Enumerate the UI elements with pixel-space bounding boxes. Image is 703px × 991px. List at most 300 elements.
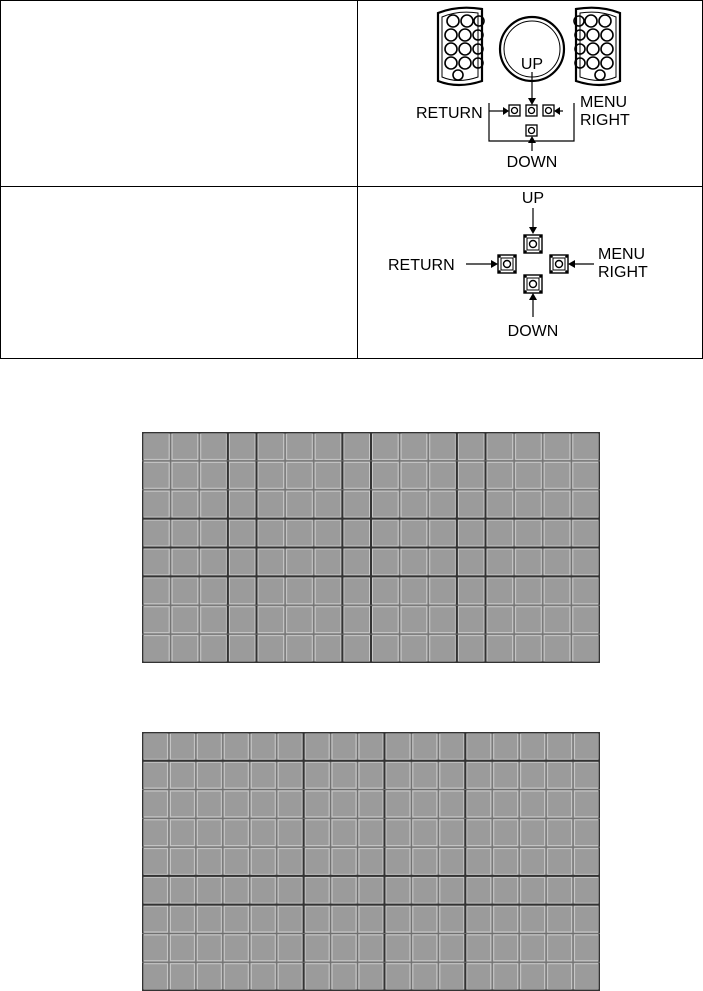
grid-cell [332, 964, 356, 990]
grid-cell [305, 906, 329, 932]
panel1-right-label: RIGHT [580, 112, 630, 129]
grid-cell [315, 578, 341, 604]
grid-cell [386, 877, 410, 903]
grid-cell [170, 791, 194, 817]
grid-cell [315, 636, 341, 662]
grid-cell [413, 762, 437, 788]
grid-cell [359, 877, 383, 903]
grid-cell [440, 791, 464, 817]
grid-cell [573, 607, 599, 633]
grid-cell [516, 549, 542, 575]
grid-cell [521, 964, 545, 990]
grid-cell [458, 520, 484, 546]
grid-cell [201, 549, 227, 575]
grid-cell [521, 791, 545, 817]
grid-cell [305, 762, 329, 788]
grid-cell [548, 791, 572, 817]
table-row [1, 1, 703, 187]
grid-cell [544, 607, 570, 633]
button-layout-table [0, 0, 703, 359]
grid-cell [201, 434, 227, 460]
grid-cell [575, 935, 599, 961]
grid-cell [458, 607, 484, 633]
grid-cell [344, 549, 370, 575]
grid-cell [172, 578, 198, 604]
grid-cell [516, 607, 542, 633]
grid-cell [229, 520, 255, 546]
grid-cell [170, 964, 194, 990]
grid-cell [359, 964, 383, 990]
grid-cell [144, 906, 168, 932]
grid-cell [548, 762, 572, 788]
grid-cell [344, 607, 370, 633]
grid-cell [305, 791, 329, 817]
grid-cell [494, 906, 518, 932]
grid-cell [494, 820, 518, 846]
grid-cell [201, 462, 227, 488]
grid-cell [258, 491, 284, 517]
grid-cell [575, 820, 599, 846]
grid-cell [305, 964, 329, 990]
grid-cell [172, 462, 198, 488]
grid-cell [278, 877, 302, 903]
grid-cell [224, 935, 248, 961]
grid-cell [573, 636, 599, 662]
grid-cell [516, 636, 542, 662]
grid-cell [144, 935, 168, 961]
grid-cell [251, 820, 275, 846]
grid-cell [201, 520, 227, 546]
grid-cell [229, 462, 255, 488]
grid-cell [494, 791, 518, 817]
grid-cell [332, 734, 356, 760]
grid-cell [458, 549, 484, 575]
grid-cell [197, 734, 221, 760]
grid-cell [373, 636, 399, 662]
grid-cell [332, 906, 356, 932]
grid-cell [359, 935, 383, 961]
grid-cell [344, 520, 370, 546]
grid-cell [229, 549, 255, 575]
grid-cell [413, 820, 437, 846]
grid-cell [144, 820, 168, 846]
grid-cell [430, 491, 456, 517]
grid-cell [544, 491, 570, 517]
grid-cell [332, 935, 356, 961]
grid-cell [224, 849, 248, 875]
grid-cell [373, 549, 399, 575]
grid-cell [544, 462, 570, 488]
grid-cell [224, 877, 248, 903]
grid-cell [516, 578, 542, 604]
grid-cell [430, 434, 456, 460]
grid-cell [359, 791, 383, 817]
grid-cell [224, 762, 248, 788]
grid-cell [287, 434, 313, 460]
grid-cell [172, 491, 198, 517]
panel1-down-label: DOWN [506, 154, 558, 171]
grid-cell [332, 762, 356, 788]
grid-cell [458, 491, 484, 517]
grid-cell [544, 578, 570, 604]
table-cell-empty [1, 1, 358, 187]
grid-cell [413, 734, 437, 760]
grid-cell [229, 578, 255, 604]
grid-cell [224, 734, 248, 760]
grid-cell [278, 935, 302, 961]
grid-cell [197, 820, 221, 846]
grid-cell [144, 734, 168, 760]
grid-cell [144, 434, 170, 460]
grid-cell [258, 607, 284, 633]
table-row [1, 187, 703, 359]
grid-cell [386, 906, 410, 932]
panel1-menu-label: MENU [580, 94, 628, 111]
panel1-up-label: UP [520, 56, 544, 73]
grid-cell [487, 578, 513, 604]
grid-cell [229, 434, 255, 460]
grid-cell [359, 762, 383, 788]
grid-cell [521, 734, 545, 760]
grid-cell [172, 607, 198, 633]
grid-cell [467, 820, 491, 846]
grid-cell [332, 849, 356, 875]
grid-cell [305, 935, 329, 961]
grid-cell [521, 877, 545, 903]
grid-cell [224, 820, 248, 846]
return-button-icon [498, 255, 516, 273]
grid-cell [172, 549, 198, 575]
left-connector-icon [438, 8, 484, 85]
grid-cell [413, 877, 437, 903]
grid-cell [386, 791, 410, 817]
remote-buttons-diagram [358, 1, 702, 181]
grid-cell [487, 520, 513, 546]
grid-cell [305, 820, 329, 846]
grid-cell [373, 578, 399, 604]
grid-cell [548, 734, 572, 760]
grid-cell [401, 462, 427, 488]
grid-cell [401, 520, 427, 546]
grid-cell [401, 607, 427, 633]
grid-cell [548, 906, 572, 932]
grid-cell [516, 434, 542, 460]
grid-cell [278, 762, 302, 788]
grid-cell [144, 877, 168, 903]
grid-cell [287, 636, 313, 662]
grid-cell [440, 734, 464, 760]
grid-cell [521, 906, 545, 932]
grid-cell [359, 849, 383, 875]
grid-cell [548, 820, 572, 846]
grid-cell [305, 877, 329, 903]
grid-cell [516, 491, 542, 517]
grid-cell [440, 906, 464, 932]
grid-cell [544, 520, 570, 546]
grid-cell [278, 849, 302, 875]
grid-cell [201, 636, 227, 662]
grid-cell [467, 734, 491, 760]
grid-cell [467, 791, 491, 817]
grid-cell [401, 434, 427, 460]
grid-cell [516, 520, 542, 546]
grid-cell [144, 491, 170, 517]
grid-cell [494, 964, 518, 990]
up-button-icon [526, 105, 537, 116]
grid-cell [467, 762, 491, 788]
grid-cell [251, 849, 275, 875]
grid-cell [359, 906, 383, 932]
grid-cell [458, 434, 484, 460]
grid-cell [573, 462, 599, 488]
cross-buttons-diagram [358, 187, 702, 353]
right-connector-icon [574, 8, 620, 85]
grid-cell [170, 877, 194, 903]
grid-cell [251, 935, 275, 961]
grid-cell [548, 877, 572, 903]
grid-cell [487, 491, 513, 517]
grid-cell [467, 964, 491, 990]
grid-cell [467, 877, 491, 903]
grid-cell [278, 906, 302, 932]
grid-cell [413, 935, 437, 961]
grid-cell [170, 734, 194, 760]
grid-cell [287, 578, 313, 604]
grid-cell [287, 607, 313, 633]
grid-cell [201, 578, 227, 604]
grid-cell [373, 462, 399, 488]
grid-cell [440, 820, 464, 846]
grid-cell [344, 462, 370, 488]
grid-cell [224, 791, 248, 817]
up-button-icon [524, 235, 542, 253]
grid-cell [144, 549, 170, 575]
grid-cell [373, 520, 399, 546]
grid-cell [224, 964, 248, 990]
grid-cell [287, 549, 313, 575]
grid-cell [170, 906, 194, 932]
grid-cell [170, 820, 194, 846]
grid-cell [544, 434, 570, 460]
grid-cell [401, 491, 427, 517]
grid-cell [458, 462, 484, 488]
grid-cell [144, 462, 170, 488]
grid-cell [229, 607, 255, 633]
grid-cell [430, 636, 456, 662]
panel2-right-label: RIGHT [598, 264, 648, 281]
grid-cell [458, 578, 484, 604]
grid-cell [201, 491, 227, 517]
grid-cell [413, 906, 437, 932]
grid-cell [332, 791, 356, 817]
grid-cell [467, 935, 491, 961]
grid-cell [251, 906, 275, 932]
grid-cell [548, 935, 572, 961]
grid-cell [401, 636, 427, 662]
grid-cell [197, 935, 221, 961]
grid-cell [170, 762, 194, 788]
grid-cell [144, 762, 168, 788]
grid-cell [197, 906, 221, 932]
grid-cell [258, 434, 284, 460]
grid-cell [197, 791, 221, 817]
grid-cell [487, 549, 513, 575]
grid-cell [305, 849, 329, 875]
grid-cell [430, 462, 456, 488]
table-cell-empty [1, 187, 358, 359]
grid-cell [224, 906, 248, 932]
panel2-up-label: UP [521, 190, 545, 207]
grid-cell [487, 462, 513, 488]
grid-cell [440, 964, 464, 990]
grid-cell [575, 762, 599, 788]
grid-cell [197, 762, 221, 788]
grid-cell [573, 578, 599, 604]
table-cell-diagram [358, 1, 703, 187]
panel1-return-label: RETURN [416, 105, 483, 122]
grid-cell [494, 935, 518, 961]
grid-cell [287, 462, 313, 488]
grid-cell [494, 734, 518, 760]
panel2-return-label: RETURN [388, 257, 455, 274]
grid-cell [467, 849, 491, 875]
grid-cell [278, 964, 302, 990]
grid-cell [197, 849, 221, 875]
tile-grid-2 [142, 732, 600, 991]
grid-cell [170, 849, 194, 875]
grid-cell [258, 636, 284, 662]
grid-cell [197, 964, 221, 990]
grid-cell [386, 935, 410, 961]
grid-cell [251, 734, 275, 760]
grid-cell [315, 520, 341, 546]
grid-cell [315, 491, 341, 517]
grid-cell [487, 636, 513, 662]
grid-cell [386, 849, 410, 875]
grid-cell [575, 906, 599, 932]
grid-cell [575, 849, 599, 875]
grid-cell [548, 964, 572, 990]
grid-cell [332, 877, 356, 903]
grid-cell [144, 849, 168, 875]
grid-cell [315, 434, 341, 460]
menu-button-icon [550, 255, 568, 273]
grid-cell [458, 636, 484, 662]
grid-cell [251, 877, 275, 903]
grid-cell [258, 549, 284, 575]
grid-cell [251, 964, 275, 990]
grid-cell [548, 849, 572, 875]
grid-cell [440, 762, 464, 788]
grid-cell [413, 964, 437, 990]
grid-cell [401, 578, 427, 604]
grid-cell [516, 462, 542, 488]
grid-cell [287, 491, 313, 517]
down-button-icon [526, 125, 537, 136]
grid-cell [544, 636, 570, 662]
grid-cell [144, 791, 168, 817]
grid-cell [332, 820, 356, 846]
grid-cell [144, 520, 170, 546]
return-button-icon [509, 105, 520, 116]
grid-cell [440, 877, 464, 903]
grid-cell [575, 964, 599, 990]
grid-cell [386, 820, 410, 846]
grid-cell [575, 734, 599, 760]
grid-cell [440, 849, 464, 875]
tile-grid-1-svg [142, 432, 600, 663]
table-cell-diagram [358, 187, 703, 359]
grid-cell [258, 462, 284, 488]
grid-cell [494, 849, 518, 875]
grid-cell [197, 877, 221, 903]
grid-cell [413, 791, 437, 817]
grid-cell [373, 607, 399, 633]
grid-cell [172, 434, 198, 460]
grid-cell [170, 935, 194, 961]
grid-cell [521, 762, 545, 788]
grid-cell [315, 462, 341, 488]
grid-cell [251, 791, 275, 817]
grid-cell [144, 636, 170, 662]
tile-grid-2-svg [142, 732, 600, 991]
grid-cell [487, 434, 513, 460]
grid-cell [573, 549, 599, 575]
grid-cell [544, 549, 570, 575]
grid-cell [440, 935, 464, 961]
grid-cell [315, 607, 341, 633]
grid-cell [386, 762, 410, 788]
grid-cell [258, 578, 284, 604]
grid-cell [344, 636, 370, 662]
grid-cell [344, 434, 370, 460]
panel2-down-label: DOWN [507, 323, 559, 340]
grid-cell [521, 935, 545, 961]
grid-cell [144, 964, 168, 990]
grid-cell [494, 877, 518, 903]
down-button-icon [524, 275, 542, 293]
grid-cell [386, 734, 410, 760]
menu-button-icon [543, 105, 554, 116]
grid-cell [229, 491, 255, 517]
grid-cell [278, 734, 302, 760]
grid-cell [201, 607, 227, 633]
grid-cell [575, 791, 599, 817]
grid-cell [521, 820, 545, 846]
grid-cell [172, 636, 198, 662]
grid-cell [258, 520, 284, 546]
grid-cell [315, 549, 341, 575]
grid-cell [287, 520, 313, 546]
panel2-menu-label: MENU [598, 246, 646, 263]
grid-cell [278, 791, 302, 817]
grid-cell [494, 762, 518, 788]
grid-cell [373, 434, 399, 460]
grid-cell [430, 520, 456, 546]
grid-cell [430, 607, 456, 633]
grid-cell [575, 877, 599, 903]
grid-cell [278, 820, 302, 846]
grid-cell [573, 434, 599, 460]
grid-cell [359, 820, 383, 846]
grid-cell [386, 964, 410, 990]
grid-cell [401, 549, 427, 575]
grid-cell [344, 578, 370, 604]
grid-cell [573, 520, 599, 546]
grid-cell [251, 762, 275, 788]
tile-grid-1 [142, 432, 600, 663]
grid-cell [144, 578, 170, 604]
